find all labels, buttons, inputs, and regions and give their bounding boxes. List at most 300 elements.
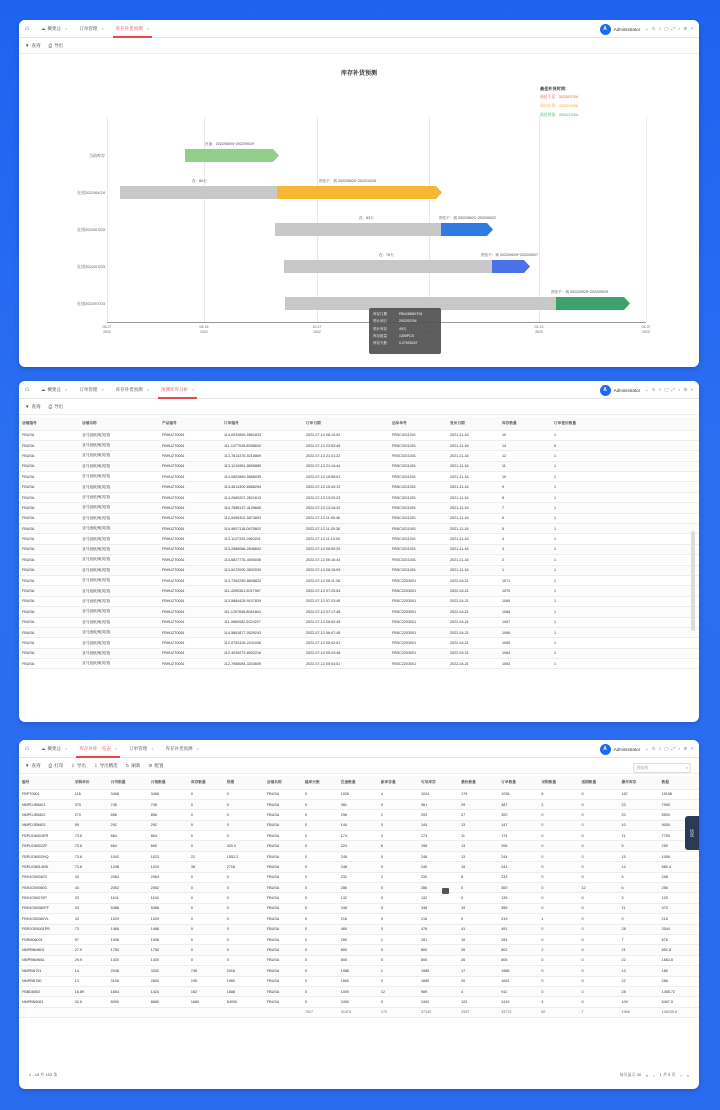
tab-close-icon[interactable]: × <box>65 26 68 31</box>
table-cell: 73.6 <box>72 862 108 872</box>
window-icon[interactable]: ▢ <box>664 387 669 392</box>
table-cell: 0 <box>224 799 264 809</box>
expand-icon[interactable]: ⤢ <box>671 746 676 751</box>
table-cell: 1430 <box>108 955 148 965</box>
table-cell: 亚马逊欧洲(英国) <box>79 492 159 502</box>
table-cell: 23 <box>619 799 659 809</box>
column-header[interactable]: 采购数量 <box>538 776 578 789</box>
table-cell: 8 <box>499 492 551 502</box>
table-cell: 14 <box>619 862 659 872</box>
column-header[interactable]: 延期数量 <box>578 776 618 789</box>
bar-current-stock[interactable] <box>185 149 279 162</box>
first-page-icon[interactable]: « <box>646 1072 649 1078</box>
table-cell: FBUSA <box>19 440 79 450</box>
table-cell: FBUSA <box>19 607 79 617</box>
column-header[interactable]: 店铺名称 <box>264 776 302 789</box>
table-row[interactable] <box>19 575 699 585</box>
table-row[interactable] <box>19 430 699 440</box>
table-cell: 22 <box>619 976 659 986</box>
tab-close-icon[interactable]: × <box>192 387 195 392</box>
table-row[interactable] <box>19 986 699 996</box>
next-page-icon[interactable]: › <box>680 1072 682 1078</box>
table-cell: 0 <box>188 872 224 882</box>
table-cell: 12 <box>499 451 551 461</box>
table-cell: 26 <box>458 945 498 955</box>
table-cell: 2022-07-13 15:58:01 <box>303 472 389 482</box>
tab-close-icon[interactable]: × <box>146 26 150 31</box>
table-row[interactable] <box>19 472 699 482</box>
table-cell: FBUSA <box>19 555 79 565</box>
table-cell: 112-9496302-5873803 <box>221 513 303 523</box>
table-cell: 460 <box>338 924 378 934</box>
table-cell: 0 <box>378 893 418 903</box>
tab-3[interactable] <box>160 740 205 758</box>
table-cell: 240 <box>418 862 458 872</box>
table-row[interactable] <box>19 596 699 606</box>
topbar-icons[interactable] <box>645 387 693 393</box>
table-cell: 9 <box>499 482 551 492</box>
column-header[interactable]: 新库存量 <box>378 776 418 789</box>
table-cell: 43 <box>72 914 108 924</box>
table-row[interactable] <box>19 482 699 492</box>
user-name[interactable]: Administrator <box>613 746 641 752</box>
table-cell: 1070 <box>499 586 551 596</box>
column-header[interactable]: 库存数量 <box>188 776 224 789</box>
tab-label: 订单管理 <box>79 386 98 392</box>
table-cell: 113-1137330-2660201 <box>221 534 303 544</box>
table-cell: 0 <box>188 810 224 820</box>
table-cell: 1104 <box>148 893 188 903</box>
table-cell: 2022-04-21 <box>447 607 499 617</box>
bar-r3-blue[interactable] <box>441 223 493 236</box>
table-cell: 1 <box>551 503 699 513</box>
table-cell: 22 <box>188 851 224 861</box>
column-header[interactable]: 预期 <box>224 776 264 789</box>
table-cell: 11 <box>619 831 659 841</box>
table-row[interactable] <box>19 872 699 882</box>
table-scrollbar[interactable] <box>691 531 695 631</box>
close-icon[interactable]: × <box>690 746 693 751</box>
table-row[interactable] <box>19 607 699 617</box>
close-icon[interactable]: × <box>690 387 693 392</box>
column-header[interactable]: 数据 <box>659 776 699 789</box>
tab-0[interactable] <box>35 740 73 758</box>
bell-icon[interactable]: ♪ <box>678 387 681 392</box>
table-cell: 1024 <box>418 789 458 799</box>
table-row[interactable] <box>19 966 699 976</box>
table-row[interactable] <box>19 638 699 648</box>
column-header[interactable]: 运单单号 <box>389 417 447 430</box>
tab-close-icon[interactable]: × <box>65 746 68 751</box>
table-cell: 20 <box>619 810 659 820</box>
page-indicator[interactable]: 1 共 8 页 <box>659 1072 676 1077</box>
table-cell: 805 <box>498 955 538 965</box>
tab-label: 预测库库分析 <box>161 386 189 392</box>
table-row[interactable] <box>19 799 699 809</box>
table-cell: 174 <box>498 831 538 841</box>
bar-r2-gray[interactable] <box>120 186 280 199</box>
table-cell: FBUSA <box>264 831 302 841</box>
user-name[interactable]: Administrator <box>613 26 641 32</box>
export-button[interactable]: ⎙ 导出 <box>48 42 64 48</box>
table-cell: 6 <box>619 883 659 893</box>
window-icon[interactable]: ▢ <box>664 746 669 751</box>
bar-label-r5b: 预估不：到 2022/09/29~2022/09/29 <box>551 290 609 294</box>
table-cell: 2021-11-16 <box>447 513 499 523</box>
topbar-icons[interactable] <box>645 746 693 752</box>
table-cell: 5388 <box>108 903 148 913</box>
user-menu[interactable] <box>600 742 693 756</box>
column-header[interactable]: 操作库存 <box>619 776 659 789</box>
table-cell: 0 <box>188 914 224 924</box>
tab-3[interactable] <box>155 381 200 399</box>
gantt-panel <box>19 20 699 367</box>
user-menu[interactable] <box>600 383 693 397</box>
print-icon: ⎙ <box>48 404 53 409</box>
table-cell: 1042 <box>108 851 148 861</box>
table-cell: 2021-11-16 <box>447 430 499 440</box>
avatar[interactable]: A <box>600 385 611 396</box>
tab-close-icon[interactable]: × <box>151 746 154 751</box>
table-row[interactable] <box>19 659 699 669</box>
tooltip-key: 预计到日 <box>373 319 387 324</box>
table-cell: 114-2680207-2621613 <box>221 492 303 502</box>
search-icon[interactable]: ⌕ <box>658 26 662 31</box>
table-cell: 1 <box>551 565 699 575</box>
table-cell: 43 <box>72 893 108 903</box>
bar-r4-blue[interactable] <box>492 260 530 273</box>
column-header[interactable]: 库存数量 <box>499 417 551 430</box>
table-cell: 0 <box>378 883 418 893</box>
table-cell: 亚马逊欧洲(英国) <box>79 627 159 637</box>
user-menu[interactable] <box>600 22 693 36</box>
query-button[interactable]: ▼ 查询 <box>25 762 41 768</box>
column-header[interactable]: 订单数量 <box>498 776 538 789</box>
home-icon[interactable]: ⌂ <box>25 386 30 393</box>
page-size-select[interactable]: 每页显示 30 <box>619 1072 642 1077</box>
cloud-icon: ☁ <box>41 745 46 751</box>
chevron-down-icon[interactable]: ⌄ <box>645 387 649 392</box>
avatar[interactable]: A <box>600 744 611 755</box>
column-header[interactable]: 店铺编号 <box>19 417 79 430</box>
export-selected-button[interactable]: ⇩ 导出精选 <box>93 762 118 768</box>
column-header[interactable]: 店铺名称 <box>79 417 159 430</box>
table-cell: 1 <box>551 492 699 502</box>
table-cell: 0 <box>188 924 224 934</box>
home-icon[interactable]: ⌂ <box>25 25 30 32</box>
side-quick-button[interactable]: 快选 <box>685 816 699 850</box>
table-cell: 2022-07-14 08:10:02 <box>303 430 389 440</box>
tab-close-icon[interactable]: × <box>146 387 150 392</box>
table-cell: 0 <box>302 903 338 913</box>
print-button[interactable]: ⎙ 打印 <box>48 762 64 768</box>
table-cell: 664 <box>108 841 148 851</box>
tab-label: 概要总 <box>47 386 61 392</box>
table-cell: 1688 <box>224 986 264 996</box>
query-button[interactable]: ▼ 查询 <box>25 403 41 409</box>
table-cell: 0 <box>378 903 418 913</box>
summary-row <box>19 1007 699 1017</box>
legend-title: 最佳补货时间: <box>540 86 567 91</box>
table-cell: 6 <box>378 841 418 851</box>
table-cell: FBUSA <box>264 976 302 986</box>
table-cell: NMPDJE6603 <box>19 820 72 830</box>
expand-icon[interactable]: ⤢ <box>671 387 676 392</box>
export-selected-icon: ⇩ <box>93 762 98 768</box>
tab-0[interactable] <box>35 20 73 38</box>
table-cell: 135 <box>498 893 538 903</box>
gantt-chart <box>19 54 699 367</box>
table-row[interactable] <box>19 565 699 575</box>
settings-button[interactable]: ⚙ 配置 <box>148 762 164 768</box>
table-cell: 10 <box>499 430 551 440</box>
tab-2[interactable] <box>110 20 155 38</box>
table-cell: 0 <box>578 997 618 1007</box>
table-cell: FBUSA <box>19 596 79 606</box>
table-cell: 2022-07-13 21:14:44 <box>303 461 389 471</box>
table-cell: 2022-07-13 11:55:46 <box>303 513 389 523</box>
table-row[interactable] <box>19 503 699 513</box>
tab-close-icon[interactable]: × <box>101 387 104 392</box>
table-row[interactable] <box>19 862 699 872</box>
table-cell: 2022-07-13 15:43:12 <box>303 482 389 492</box>
summary-cell: 7927 <box>302 1007 338 1017</box>
refresh-icon[interactable]: ↻ <box>651 387 656 392</box>
table-cell: FBRM06001 <box>19 934 72 944</box>
column-header[interactable]: 编号 <box>19 776 72 789</box>
avatar[interactable]: A <box>600 24 611 35</box>
topbar-icons[interactable] <box>645 26 693 32</box>
column-header[interactable]: 日销数量 <box>148 776 188 789</box>
table-cell: 0 <box>188 883 224 893</box>
table-cell: 1 <box>538 914 578 924</box>
column-header[interactable]: 订单使用数量 <box>551 417 699 430</box>
table-cell: 0 <box>378 799 418 809</box>
column-header[interactable]: 可用库存 <box>418 776 458 789</box>
refresh-icon[interactable]: ↻ <box>651 26 656 31</box>
column-header[interactable]: 订单编号 <box>221 417 303 430</box>
last-page-icon[interactable]: » <box>686 1072 689 1078</box>
settings-icon[interactable]: ⚙ <box>683 387 688 392</box>
table-cell: NMPBN701 <box>19 966 72 976</box>
table-row[interactable] <box>19 534 699 544</box>
table-cell: 1069 <box>499 596 551 606</box>
table-row[interactable] <box>19 997 699 1007</box>
column-header[interactable]: 订单日期 <box>303 417 389 430</box>
table-row[interactable] <box>19 934 699 944</box>
table-cell: 0 <box>224 872 264 882</box>
table-row[interactable] <box>19 955 699 965</box>
expand-icon[interactable]: ⤢ <box>671 26 676 31</box>
chevron-down-icon[interactable]: ⌄ <box>645 746 649 751</box>
grid-line <box>429 117 430 322</box>
table-row[interactable] <box>19 513 699 523</box>
settings-icon[interactable]: ⚙ <box>683 746 688 751</box>
table-row[interactable] <box>19 831 699 841</box>
filter-icon: ▼ <box>25 763 30 768</box>
tab-1[interactable] <box>73 381 109 399</box>
table-row[interactable] <box>19 810 699 820</box>
table-cell: 2 <box>538 945 578 955</box>
table-cell: 0 <box>378 955 418 965</box>
bar-r3-gray[interactable] <box>275 223 445 236</box>
column-header[interactable]: 建库天数 <box>302 776 338 789</box>
table-cell: 0 <box>578 872 618 882</box>
tab-close-icon[interactable]: × <box>101 26 104 31</box>
table-row[interactable] <box>19 627 699 637</box>
table-row[interactable] <box>19 914 699 924</box>
bell-icon[interactable]: ♪ <box>678 26 681 31</box>
table-cell: FBUSA <box>264 986 302 996</box>
chevron-down-icon[interactable]: ⌄ <box>645 26 649 31</box>
column-header[interactable]: 采购单价 <box>72 776 108 789</box>
table-cell: 286 <box>338 883 378 893</box>
search-icon[interactable]: ⌕ <box>658 746 662 751</box>
table-cell: FBUSA <box>264 955 302 965</box>
table-cell: 2022-07-13 06:16:44 <box>303 555 389 565</box>
search-icon[interactable]: ⌕ <box>658 387 662 392</box>
tab-0[interactable] <box>35 381 73 399</box>
table-row[interactable] <box>19 492 699 502</box>
table-cell: 348 <box>418 903 458 913</box>
table-cell: FBSC2203001 <box>389 638 447 648</box>
bar-r2-orange[interactable] <box>277 186 442 199</box>
table-cell: FBHU2T0061 <box>159 596 221 606</box>
table-cell: 113-7362285-8608823 <box>221 575 303 585</box>
table-row[interactable] <box>19 461 699 471</box>
table-cell: 1 <box>551 482 699 492</box>
home-icon[interactable]: ⌂ <box>25 745 30 752</box>
table-cell: 852.8 <box>659 945 699 955</box>
tab-close-icon[interactable]: × <box>114 746 118 751</box>
table-cell: 0 <box>578 831 618 841</box>
table-row[interactable] <box>19 648 699 658</box>
x-tick-label: 10-17 2022 <box>312 325 322 334</box>
table-cell: 0 <box>378 831 418 841</box>
tooltip-key: 库存天数 <box>373 341 387 346</box>
tooltip-value: 2022/07/04 <box>399 319 417 324</box>
query-button[interactable]: ▼ 查询 <box>25 42 41 48</box>
table-cell: 1067 <box>499 617 551 627</box>
refresh-icon[interactable]: ↻ <box>651 746 656 751</box>
table-cell: 8 <box>458 872 498 882</box>
table-cell: FBSC0211001 <box>389 513 447 523</box>
table-row[interactable] <box>19 976 699 986</box>
table-row[interactable] <box>19 524 699 534</box>
table-cell: 27.9 <box>72 945 108 955</box>
table-row[interactable] <box>19 924 699 934</box>
table-row[interactable] <box>19 903 699 913</box>
table-cell: 7 <box>619 934 659 944</box>
table-cell: NMPBNM661 <box>19 955 72 965</box>
table-cell: NMPDJE6601 <box>19 799 72 809</box>
table-cell: 5500 <box>659 810 699 820</box>
table-row[interactable] <box>19 451 699 461</box>
table-cell: 2022-04-21 <box>447 596 499 606</box>
table-cell: 256 <box>659 883 699 893</box>
table-cell: 1660 <box>338 976 378 986</box>
prev-page-icon[interactable]: ‹ <box>653 1072 655 1078</box>
table-cell: 0 <box>578 934 618 944</box>
window-icon[interactable]: ▢ <box>664 26 669 31</box>
table-cell: 0 <box>578 903 618 913</box>
table-row[interactable] <box>19 841 699 851</box>
search-input[interactable]: 搜索框 ⌕ <box>633 763 691 773</box>
table-cell: 1468 <box>148 924 188 934</box>
table-cell: FBHU2T0061 <box>159 555 221 565</box>
tab-1[interactable] <box>73 740 123 758</box>
tab-2[interactable] <box>123 740 159 758</box>
export-button[interactable]: ⇩ 导出 <box>71 762 86 768</box>
table-cell: 1 <box>551 513 699 523</box>
table-row[interactable] <box>19 820 699 830</box>
export-button[interactable]: ⎙ 导出 <box>48 403 64 409</box>
table-cell: 亚马逊欧洲(英国) <box>79 451 159 461</box>
table-row[interactable] <box>19 945 699 955</box>
bar-r5-green[interactable] <box>556 297 630 310</box>
table-cell: 114-0802869-5858039 <box>221 472 303 482</box>
column-header[interactable]: 在途数量 <box>338 776 378 789</box>
column-header[interactable]: 日均销量 <box>108 776 148 789</box>
table-cell: FBBD6002 <box>19 986 72 996</box>
table-cell: 114-7588137-4139660 <box>221 503 303 513</box>
table-cell: 15 <box>458 862 498 872</box>
table-cell: 2021-11-16 <box>447 492 499 502</box>
tab-label: 订单管理 <box>129 745 148 751</box>
settings-icon[interactable]: ⚙ <box>683 26 688 31</box>
table-row[interactable] <box>19 851 699 861</box>
table-cell: FBUSA <box>19 659 79 669</box>
table-row[interactable] <box>19 617 699 627</box>
table-cell: 亚马逊欧洲(英国) <box>79 534 159 544</box>
column-header[interactable]: 最快数量 <box>458 776 498 789</box>
bar-r4-gray[interactable] <box>284 260 496 273</box>
table-cell: 1 <box>499 565 551 575</box>
table-cell: FBUSA <box>264 810 302 820</box>
column-header[interactable]: 产品编号 <box>159 417 221 430</box>
tab-bar <box>19 20 699 38</box>
user-name[interactable]: Administrator <box>613 387 641 393</box>
table-cell: 0 <box>578 841 618 851</box>
table-row[interactable] <box>19 555 699 565</box>
table-cell: 660 <box>148 841 188 851</box>
table-cell: 0 <box>578 924 618 934</box>
table-row[interactable] <box>19 544 699 554</box>
table-cell: 248 <box>338 851 378 861</box>
table-row[interactable] <box>19 883 699 893</box>
table-cell: FBSC0211001 <box>389 461 447 471</box>
bell-icon[interactable]: ♪ <box>678 746 681 751</box>
tab-close-icon[interactable]: × <box>65 387 68 392</box>
tab-close-icon[interactable]: × <box>196 746 199 751</box>
tab-2[interactable] <box>110 381 155 399</box>
table-row[interactable] <box>19 586 699 596</box>
summary-cell: 31474 <box>338 1007 378 1017</box>
table-row[interactable] <box>19 440 699 450</box>
table-cell: 15 <box>619 851 659 861</box>
table-row[interactable] <box>19 789 699 799</box>
table-row[interactable] <box>19 893 699 903</box>
column-header[interactable]: 发出日期 <box>447 417 499 430</box>
table-cell: FBHU2T0061 <box>159 472 221 482</box>
refresh-button[interactable]: ↻ 刷新 <box>125 762 141 768</box>
close-icon[interactable]: × <box>690 26 693 31</box>
table-cell: 0 <box>538 862 578 872</box>
tab-1[interactable] <box>73 20 109 38</box>
table-cell: 144 <box>338 820 378 830</box>
table-cell: FBSC0211001 <box>389 524 447 534</box>
table-cell: 281 <box>418 934 458 944</box>
